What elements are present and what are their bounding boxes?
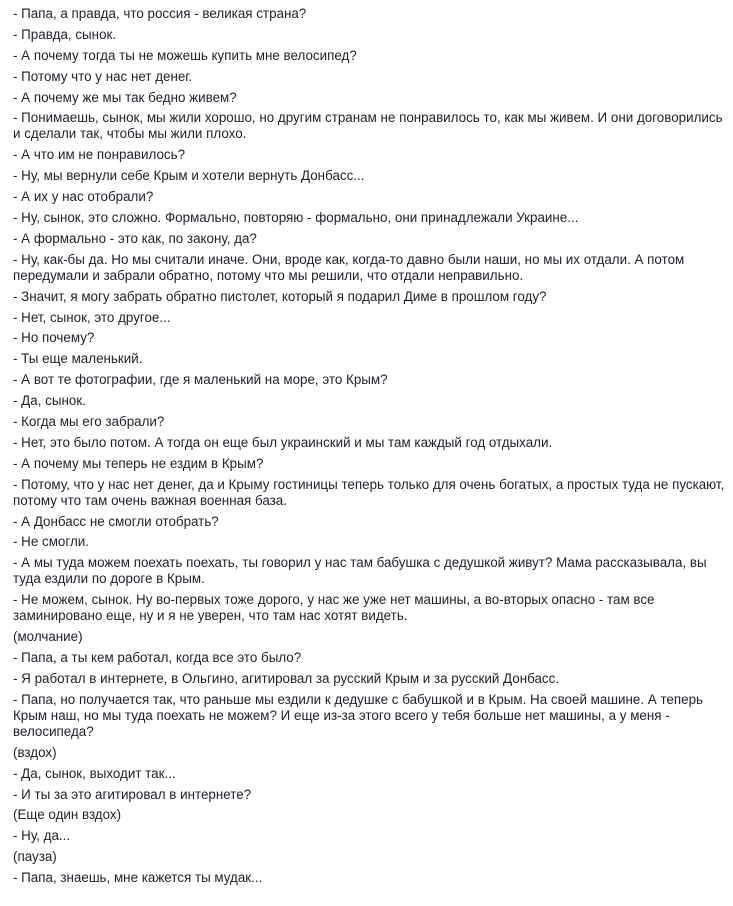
dialogue-line: - Значит, я могу забрать обратно пистолет, который я подарил Диме в прошлом году? xyxy=(13,288,547,304)
dialogue-line: - Не смогли. xyxy=(13,534,89,550)
dialogue-line: - Папа, но получается так, что раньше мы ездили к дедушке с бабушкой и в Крым. На своей машине. А теперь Крым наш, но мы туда поехать не можем? И еще из-за этого всего у тебя больше нет машины, а у меня - велосипеда? xyxy=(13,691,704,739)
stage-direction: (молчание) xyxy=(13,629,83,645)
dialogue-line: - Понимаешь, сынок, мы жили хорошо, но другим странам не понравилось то, как мы живем. И они договорились и сделали так, чтобы мы жили плохо. xyxy=(13,110,723,142)
dialogue-line: - Ну, сынок, это сложно. Формально, повторяю - формально, они принадлежали Украине... xyxy=(13,210,579,226)
dialogue-line: - А почему же мы так бедно живем? xyxy=(13,89,237,105)
stage-direction: (Еще один вздох) xyxy=(13,807,122,823)
stage-direction: (вздох) xyxy=(13,744,57,760)
dialogue-line: - Нет, сынок, это другое... xyxy=(13,309,171,325)
dialogue-line: - Ну, как-бы да. Но мы считали иначе. Они, вроде как, когда-то давно были наши, но мы их отдали. А потом передумали и забрали обратно, потому что мы решили, что отдали неправильно. xyxy=(13,251,685,283)
dialogue-line: - Папа, а правда, что россия - великая страна? xyxy=(13,6,307,21)
dialogue-line: - А их у нас отобрали? xyxy=(13,189,154,205)
dialogue-line: - А мы туда можем поехать поехать, ты говорил у нас там бабушка с дедушкой живут? Мама рассказывала, вы туда ездили по дороге в Крым. xyxy=(13,555,707,587)
dialogue-line: - Я работал в интернете, в Ольгино, агитировал за русский Крым и за русский Донбасс. xyxy=(13,670,560,686)
stage-direction: (пауза) xyxy=(13,849,57,865)
dialogue-line: - Да, сынок. xyxy=(13,393,86,409)
dialogue-line: - Но почему? xyxy=(13,330,95,346)
dialogue-line: - А вот те фотографии, где я маленький на море, это Крым? xyxy=(13,372,388,388)
dialogue-line: - А формально - это как, по закону, да? xyxy=(13,230,257,246)
dialogue-line: - Нет, это было потом. А тогда он еще был украинский и мы там каждый год отдыхали. xyxy=(13,434,553,450)
dialogue-line: - Ну, мы вернули себе Крым и хотели вернуть Донбасс... xyxy=(13,168,365,184)
dialogue-line: - Потому что у нас нет денег. xyxy=(13,68,193,84)
dialogue-line: - И ты за это агитировал в интернете? xyxy=(13,786,252,802)
dialogue-line: - Потому, что у нас нет денег, да и Крыму гостиницы теперь только для очень богатых, а простых туда не пускают, потому что там очень важная военная база. xyxy=(13,476,725,508)
dialogue-line: - Папа, знаешь, мне кажется ты мудак... xyxy=(13,870,263,886)
dialogue-line: - Когда мы его забрали? xyxy=(13,414,165,430)
dialogue-line: - Ты еще маленький. xyxy=(13,351,143,367)
dialogue-line: - Папа, а ты кем работал, когда все это было? xyxy=(13,650,302,666)
post-text xyxy=(13,6,725,891)
dialogue-line: - А что им не понравилось? xyxy=(13,147,186,163)
dialogue-line: - А почему мы теперь не ездим в Крым? xyxy=(13,455,264,471)
dialogue-line: - А почему тогда ты не можешь купить мне велосипед? xyxy=(13,47,357,63)
dialogue-line: - Правда, сынок. xyxy=(13,26,117,42)
dialogue-line: - Не можем, сынок. Ну во-первых тоже дорого, у нас же уже нет машины, а во-вторых опасно - там все заминировано еще, ну и я не уверен, что там нас хотят видеть. xyxy=(13,592,655,624)
dialogue-line: - Ну, да... xyxy=(13,828,71,844)
dialogue-line: - Да, сынок, выходит так... xyxy=(13,765,176,781)
dialogue-line: - А Донбасс не смогли отобрать? xyxy=(13,513,219,529)
